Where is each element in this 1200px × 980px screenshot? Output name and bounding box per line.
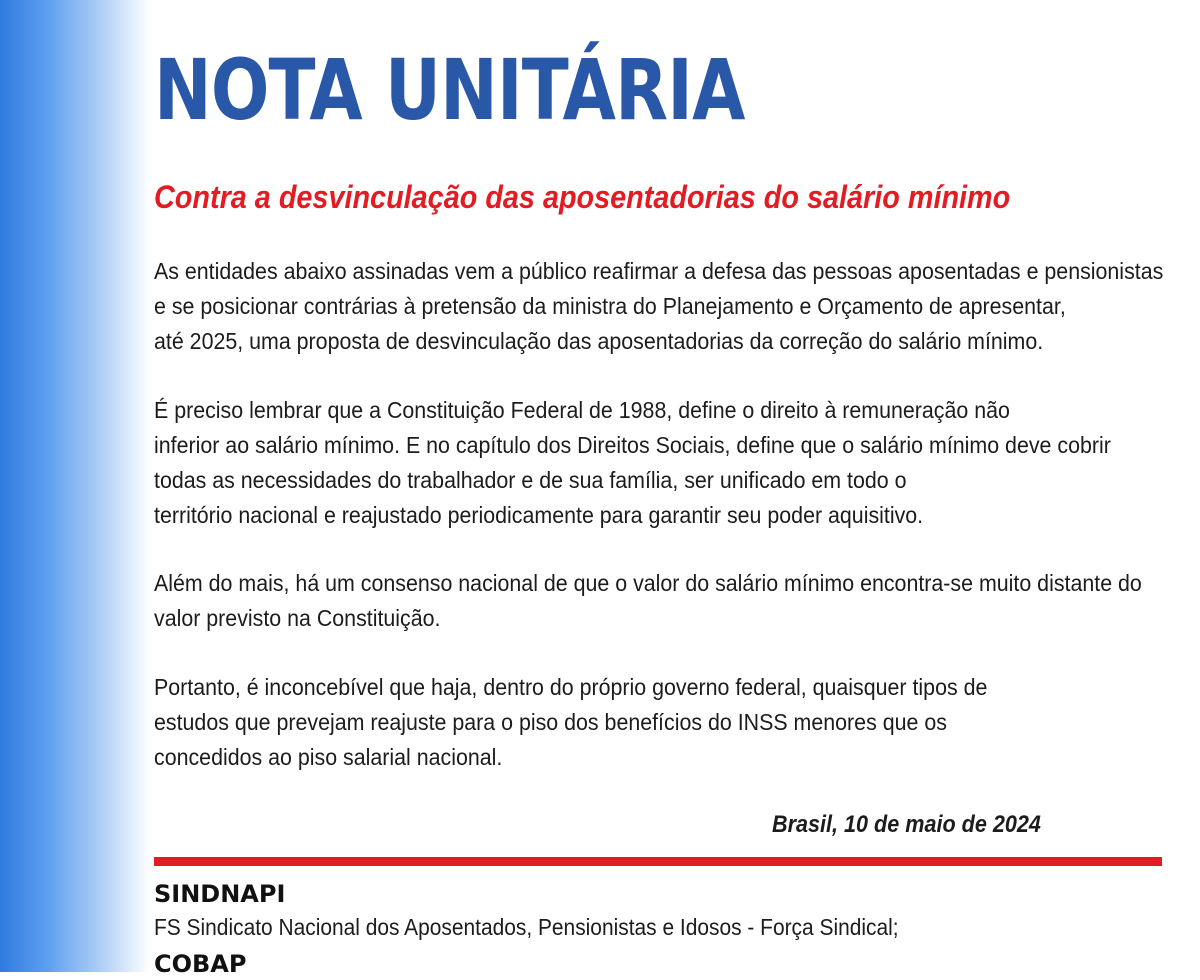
document-subtitle: Contra a desvinculação das aposentadorias do salário mínimo — [154, 179, 1011, 215]
paragraph-3 — [154, 566, 1142, 636]
date-line: Brasil, 10 de maio de 2024 — [772, 811, 1041, 838]
paragraph-line: Além do mais, há um consenso nacional de que o valor do salário mínimo encontra-se muito distante do — [154, 570, 1142, 596]
paragraph-line: É preciso lembrar que a Constituição Federal de 1988, define o direito à remuneração não — [154, 397, 1010, 423]
paragraph-line: território nacional e reajustado periodicamente para garantir seu poder aquisitivo. — [154, 502, 924, 528]
paragraph-line: Portanto, é inconcebível que haja, dentro do próprio governo federal, quaisquer tipos de — [154, 674, 988, 700]
paragraph-line: valor previsto na Constituição. — [154, 605, 441, 631]
paragraph-4 — [154, 670, 987, 775]
paragraph-1 — [154, 254, 1163, 359]
paragraph-line: inferior ao salário mínimo. E no capítulo dos Direitos Sociais, define que o salário mínimo deve cobrir — [154, 432, 1111, 458]
paragraph-line: até 2025, uma proposta de desvinculação das aposentadorias da correção do salário mínimo. — [154, 328, 1044, 354]
paragraph-2 — [154, 393, 1111, 533]
paragraph-line: estudos que prevejam reajuste para o piso dos benefícios do INSS menores que os — [154, 709, 947, 735]
side-gradient-decoration — [0, 0, 150, 972]
paragraph-line: concedidos ao piso salarial nacional. — [154, 744, 503, 770]
paragraph-line: As entidades abaixo assinadas vem a público reafirmar a defesa das pessoas aposentadas e pensionistas — [154, 258, 1164, 284]
signatory-name: COBAP — [154, 950, 247, 978]
signatory-description: FS Sindicato Nacional dos Aposentados, Pensionistas e Idosos - Força Sindical; — [154, 914, 899, 940]
paragraph-line: e se posicionar contrárias à pretensão da ministra do Planejamento e Orçamento de apresentar, — [154, 293, 1066, 319]
document-title: NOTA UNITÁRIA — [154, 41, 745, 139]
signatory-name: SINDNAPI — [154, 880, 286, 908]
paragraph-line: todas as necessidades do trabalhador e de sua família, ser unificado em todo o — [154, 467, 907, 493]
divider-rule — [154, 857, 1162, 866]
